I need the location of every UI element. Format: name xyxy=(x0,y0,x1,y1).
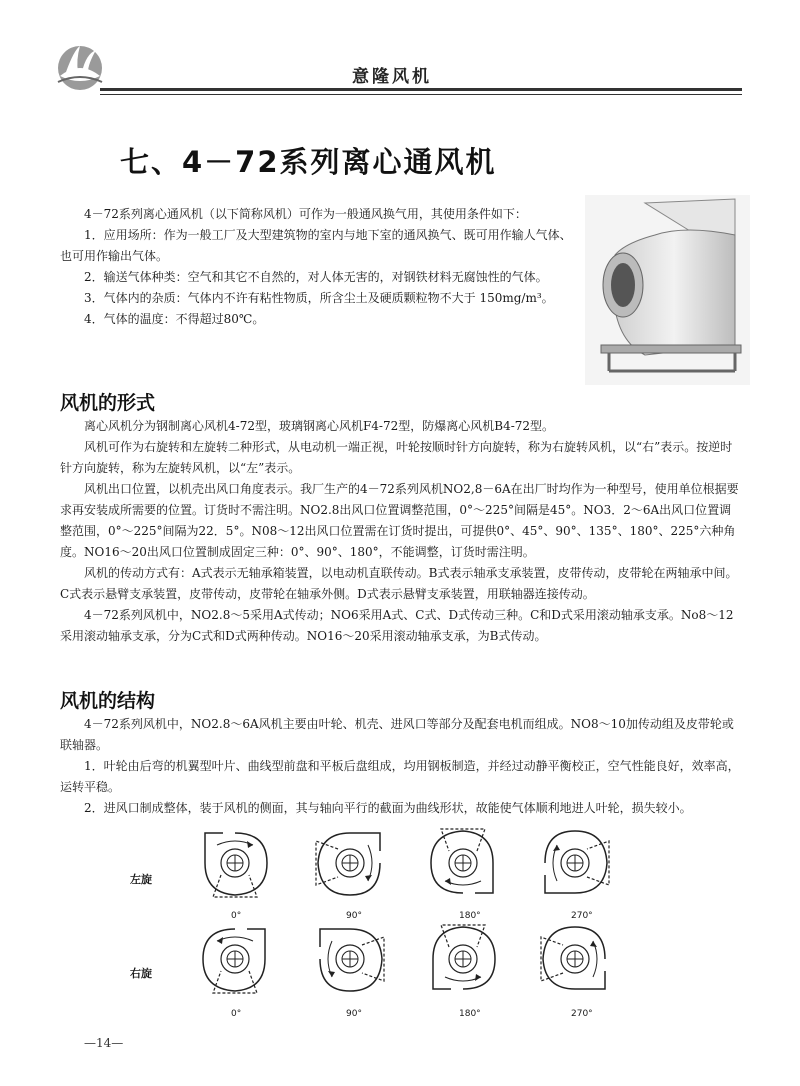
page-title: 七、4－72系列离心通风机 xyxy=(120,145,497,179)
angle-label-left-90: 90° xyxy=(346,911,362,921)
angle-label-right-90: 90° xyxy=(346,1009,362,1019)
angle-label-right-180: 180° xyxy=(459,1009,481,1019)
paragraph: 2．进风口制成整体，装于风机的侧面，其与轴向平行的截面为曲线形状，故能使气体顺利地进人叶轮，损失较小。 xyxy=(84,801,692,815)
section-heading-structure: 风机的结构 xyxy=(60,690,156,712)
angle-label-right-0: 0° xyxy=(231,1009,242,1019)
paragraph: 风机可作为右旋转和左旋转二种形式，从电动机一端正视，叶轮按顺时针方向旋转，称为右旋转风机，以“右”表示。按逆时针方向旋转，称为左旋转风机，以“左”表示。 xyxy=(60,440,733,475)
paragraph: 离心风机分为钢制离心风机4-72型，玻璃钢离心风机F4-72型，防爆离心风机B4-72型。 xyxy=(84,419,555,433)
company-logo xyxy=(52,42,108,92)
fan-housing-left-180 xyxy=(431,829,493,893)
section-structure-body xyxy=(60,714,740,819)
header-rule xyxy=(100,88,742,91)
intro-line: 3．气体内的杂质：气体内不许有粘性物质，所含尘土及硬质颗粒物不大于 150mg/m³。 xyxy=(84,291,554,305)
paragraph: 4－72系列风机中，NO2.8～5采用A式传动；NO6采用A式、C式、D式传动三种。C和D式采用滚动轴承支承。No8～12采用滚动轴承支承，分为C式和D式两种传动。NO16～20采用滚动轴承支承，为B式传动。 xyxy=(60,608,734,643)
intro-line: 2．输送气体种类：空气和其它不自然的，对人体无害的，对钢铁材料无腐蚀性的气体。 xyxy=(84,270,548,284)
angle-label-right-270: 270° xyxy=(571,1009,593,1019)
intro-block xyxy=(60,204,575,330)
section-heading-form: 风机的形式 xyxy=(60,392,156,414)
fan-product-image xyxy=(585,195,750,385)
paragraph: 风机出口位置，以机壳出风口角度表示。我厂生产的4－72系列风机NO2,8－6A在出厂时均作为一种型号，使用单位根据要求再安装成所需要的位置。订货时不需注明。NO2.8出风口位置调整范围，0°～225°间隔是45°。NO3．2～6A出风口位置调整范围，0°～225°间隔为22．5°。N08～12出风口位置需在订货时提出，可提供0°、45°、90°、135°、180°、225°六种角度。NO16～20出风口位置制成固定三种：0°、90°、180°，不能调整，订货时需注明。 xyxy=(60,482,739,559)
page-number: —14— xyxy=(84,1036,124,1050)
header-rule-thin xyxy=(100,94,742,95)
right-rotation-label: 右旋 xyxy=(130,967,152,980)
brand-name: 意隆风机 xyxy=(352,67,432,87)
paragraph: 4－72系列风机中，NO2.8～6A风机主要由叶轮、机壳、进风口等部分及配套电机而组成。NO8～10加传动组及皮带轮或联轴器。 xyxy=(60,717,734,752)
intro-line: 4．气体的温度：不得超过80℃。 xyxy=(84,312,265,326)
section-form-body xyxy=(60,416,740,647)
angle-label-left-180: 180° xyxy=(459,911,481,921)
paragraph: 风机的传动方式有：A式表示无轴承箱装置，以电动机直联传动。B式表示轴承支承装置，皮带传动，皮带轮在两轴承中间。C式表示悬臂支承装置，皮带传动，皮带轮在轴承外侧。D式表示悬臂支承装置，用联轴器连接传动。 xyxy=(60,566,738,601)
fan-housing-left-0 xyxy=(205,833,267,897)
fan-housing-left-90 xyxy=(316,833,380,895)
left-rotation-label: 左旋 xyxy=(130,873,152,886)
fan-housing-left-270 xyxy=(545,831,609,893)
paragraph: 1．叶轮由后弯的机翼型叶片、曲线型前盘和平板后盘组成，均用钢板制造，并经过动静平衡校正，空气性能良好，效率高，运转平稳。 xyxy=(60,759,740,794)
fan-housing-right-180 xyxy=(433,925,495,989)
intro-line: 4－72系列离心通风机（以下简称风机）可作为一般通风换气用，其使用条件如下： xyxy=(84,207,527,221)
fan-housing-right-90 xyxy=(320,929,384,991)
diagram-drawings xyxy=(120,825,740,1025)
angle-label-left-0: 0° xyxy=(231,911,242,921)
intro-line: 1．应用场所：作为一般工厂及大型建筑物的室内与地下室的通风换气、既可用作输人气体、也可用作输出气体。 xyxy=(60,228,572,263)
fan-housing-right-270 xyxy=(541,927,605,989)
angle-label-left-270: 270° xyxy=(571,911,593,921)
fan-housing-right-0 xyxy=(203,929,265,993)
outlet-position-diagram xyxy=(120,825,740,1025)
